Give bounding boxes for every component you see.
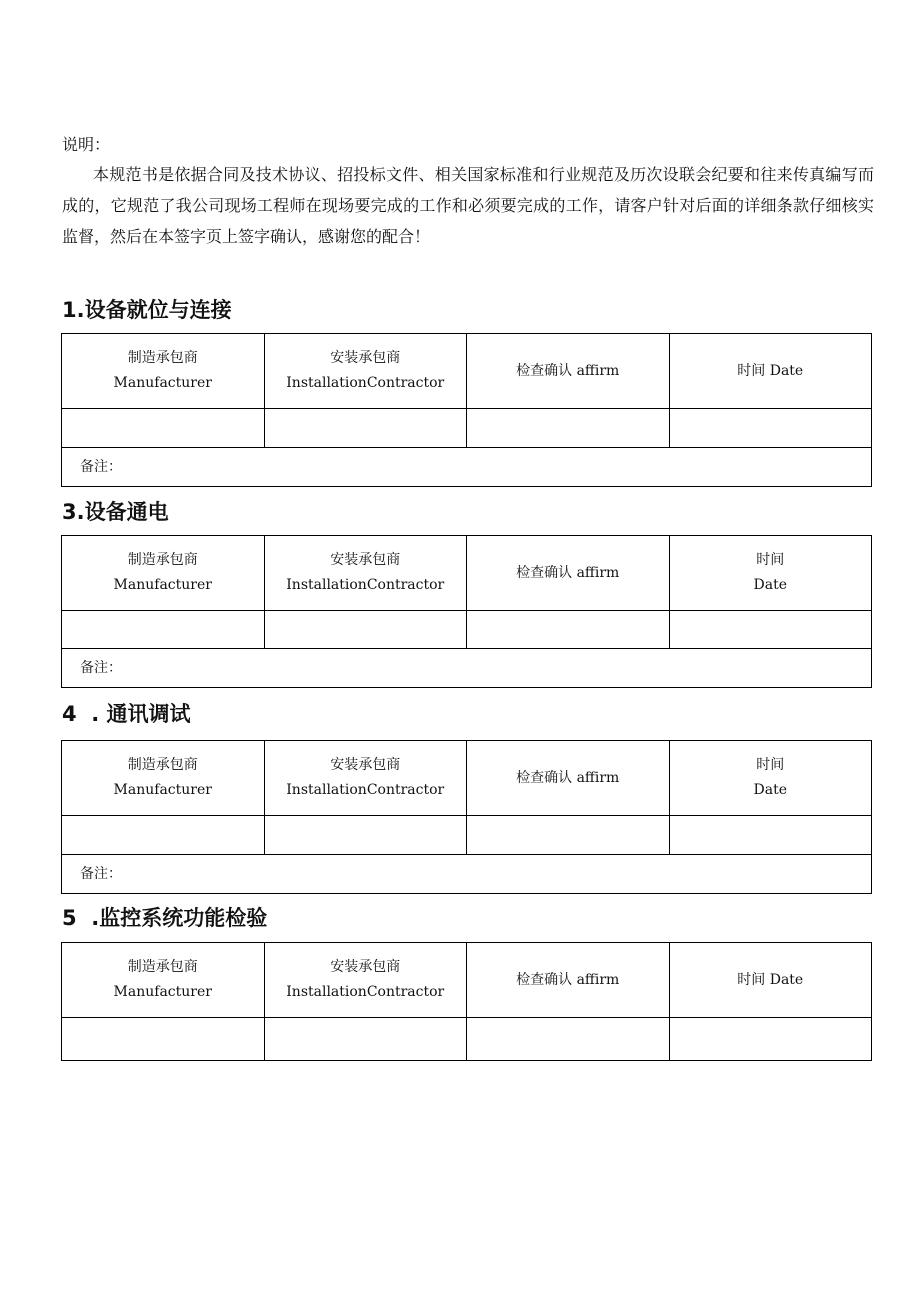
remark-row [62, 448, 872, 487]
manufacturer-signature-cell[interactable] [62, 816, 265, 855]
manufacturer-header: 制造承包商 Manufacturer [62, 334, 265, 409]
date-signature-cell[interactable] [669, 611, 872, 649]
affirm-header: 检查确认 affirm [467, 334, 670, 409]
affirm-signature-cell[interactable] [467, 409, 670, 448]
installation-contractor-signature-cell[interactable] [264, 1018, 467, 1061]
installation-contractor-signature-cell[interactable] [264, 409, 467, 448]
date-header: 时间 Date [669, 334, 872, 409]
affirm-signature-cell[interactable] [467, 1018, 670, 1061]
remark-row [62, 649, 872, 688]
section-heading: 1.设备就位与连接 [62, 298, 232, 322]
affirm-header: 检查确认 affirm [467, 536, 670, 611]
installation-contractor-header: 安装承包商 InstallationContractor [264, 536, 467, 611]
remark-row [62, 855, 872, 894]
header-row [62, 741, 872, 816]
installation-contractor-header: 安装承包商 InstallationContractor [264, 943, 467, 1018]
signature-row [62, 409, 872, 448]
remark-cell[interactable]: 备注： [62, 448, 872, 487]
date-signature-cell[interactable] [669, 409, 872, 448]
affirm-signature-cell[interactable] [467, 611, 670, 649]
date-header: 时间 Date [669, 741, 872, 816]
manufacturer-signature-cell[interactable] [62, 409, 265, 448]
signature-row [62, 611, 872, 649]
installation-contractor-signature-cell[interactable] [264, 816, 467, 855]
section-heading: 4 . 通讯调试 [62, 702, 191, 726]
affirm-signature-cell[interactable] [467, 816, 670, 855]
signature-row [62, 816, 872, 855]
header-row [62, 334, 872, 409]
sign-table [61, 535, 872, 688]
manufacturer-header: 制造承包商 Manufacturer [62, 536, 265, 611]
manufacturer-signature-cell[interactable] [62, 611, 265, 649]
installation-contractor-header: 安装承包商 InstallationContractor [264, 741, 467, 816]
remark-cell[interactable]: 备注： [62, 649, 872, 688]
manufacturer-header: 制造承包商 Manufacturer [62, 943, 265, 1018]
affirm-header: 检查确认 affirm [467, 741, 670, 816]
date-signature-cell[interactable] [669, 816, 872, 855]
intro-paragraph: 本规范书是依据合同及技术协议、招投标文件、相关国家标准和行业规范及历次设联会纪要和往来传真编写而成的，它规范了我公司现场工程师在现场要完成的工作和必须要完成的工作，请客户针对后面的详细条款仔细核实监督，然后在本签字页上签字确认，感谢您的配合！ [62, 165, 874, 246]
installation-contractor-signature-cell[interactable] [264, 611, 467, 649]
header-row [62, 943, 872, 1018]
manufacturer-signature-cell[interactable] [62, 1018, 265, 1061]
date-header: 时间 Date [669, 536, 872, 611]
manufacturer-header: 制造承包商 Manufacturer [62, 741, 265, 816]
affirm-header: 检查确认 affirm [467, 943, 670, 1018]
sign-table [61, 942, 872, 1061]
installation-contractor-header: 安装承包商 InstallationContractor [264, 334, 467, 409]
date-header: 时间 Date [669, 943, 872, 1018]
section-heading: 3.设备通电 [62, 500, 169, 524]
sign-table [61, 333, 872, 487]
date-signature-cell[interactable] [669, 1018, 872, 1061]
sign-table [61, 740, 872, 894]
remark-cell[interactable]: 备注： [62, 855, 872, 894]
header-row [62, 536, 872, 611]
signature-row [62, 1018, 872, 1061]
intro-label: 说明： [62, 135, 111, 154]
section-heading: 5 .监控系统功能检验 [62, 906, 268, 930]
